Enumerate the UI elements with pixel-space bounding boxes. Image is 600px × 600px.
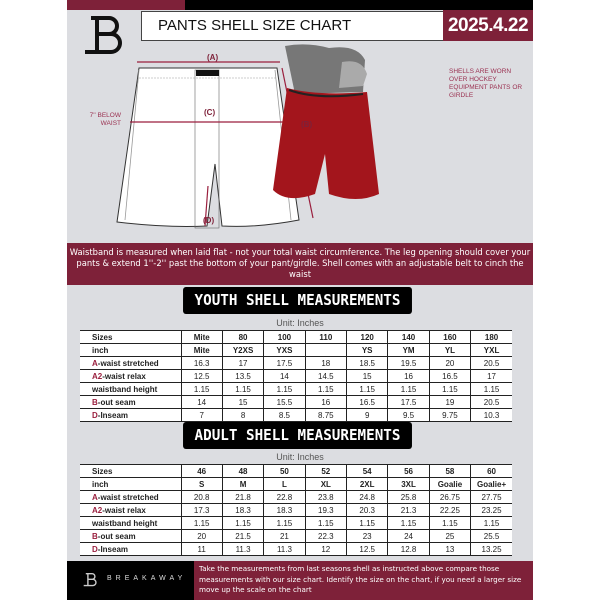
table-cell: 15 [222, 396, 263, 409]
measure-name: -out seam [97, 397, 136, 407]
table-cell: 16.5 [429, 370, 470, 383]
youth-size-table [80, 330, 512, 422]
table-cell: 1.15 [222, 517, 263, 530]
top-bar-accent [67, 0, 185, 10]
table-cell: 20 [181, 530, 222, 543]
table-cell: 21 [264, 530, 305, 543]
measure-name: -waist relax [102, 371, 146, 381]
table-cell: 52 [305, 465, 346, 478]
row-label [80, 517, 181, 530]
table-cell: 19.3 [305, 504, 346, 517]
adult-section-title: ADULT SHELL MEASUREMENTS [183, 422, 412, 449]
table-cell: 20.5 [471, 357, 512, 370]
table-cell: S [181, 478, 222, 491]
table-cell: 21.3 [388, 504, 429, 517]
row-label [80, 396, 181, 409]
table-cell: 22.3 [305, 530, 346, 543]
table-cell: 25 [429, 530, 470, 543]
below-waist-note: 7'' BELOW WAIST [89, 112, 121, 127]
table-cell: 19.5 [388, 357, 429, 370]
table-cell: 21.5 [222, 530, 263, 543]
table-cell: 21.8 [222, 491, 263, 504]
label-c: (C) [204, 108, 216, 117]
top-bar [185, 0, 533, 10]
table-cell: 1.15 [264, 383, 305, 396]
table-row [80, 504, 512, 517]
table-cell: 12 [305, 543, 346, 556]
table-cell: 180 [471, 331, 512, 344]
measure-name: inch [92, 345, 109, 355]
table-cell: 15.5 [264, 396, 305, 409]
table-cell: 20.3 [347, 504, 388, 517]
table-cell: 25.8 [388, 491, 429, 504]
size-chart-page [67, 0, 533, 600]
table-row [80, 357, 512, 370]
table-cell: 11.3 [264, 543, 305, 556]
adult-unit: Unit: Inches [276, 452, 324, 462]
table-cell: 8.5 [264, 409, 305, 422]
table-cell: 23.8 [305, 491, 346, 504]
measure-code: A [92, 358, 98, 368]
table-cell: 160 [429, 331, 470, 344]
table-cell: 1.15 [388, 517, 429, 530]
measure-name: -waist stretched [97, 492, 159, 502]
table-cell: Goalie [429, 478, 470, 491]
date-badge: 2025.4.22 [443, 10, 533, 41]
table-cell: 1.15 [264, 517, 305, 530]
table-cell: 22.25 [429, 504, 470, 517]
table-cell: 120 [347, 331, 388, 344]
table-cell: YS [347, 344, 388, 357]
measure-code: B [92, 397, 98, 407]
table-cell: 3XL [388, 478, 429, 491]
table-cell: 1.15 [222, 383, 263, 396]
table-cell: 140 [388, 331, 429, 344]
table-cell: 18 [305, 357, 346, 370]
youth-section-title: YOUTH SHELL MEASUREMENTS [183, 287, 412, 314]
row-label [80, 465, 181, 478]
table-cell: 8.75 [305, 409, 346, 422]
measure-code: D [92, 410, 98, 420]
table-cell: 12.8 [388, 543, 429, 556]
table-cell: 17 [222, 357, 263, 370]
table-cell: L [264, 478, 305, 491]
measure-name: inch [92, 479, 109, 489]
adult-size-table [80, 464, 512, 556]
youth-unit: Unit: Inches [276, 318, 324, 328]
table-cell: 23 [347, 530, 388, 543]
table-cell: 20 [429, 357, 470, 370]
table-cell: 1.15 [305, 517, 346, 530]
table-cell: 11.3 [222, 543, 263, 556]
row-label [80, 383, 181, 396]
table-cell: 15 [347, 370, 388, 383]
row-label [80, 478, 181, 491]
table-row [80, 396, 512, 409]
footer-logo [83, 570, 97, 590]
table-cell: 14.5 [305, 370, 346, 383]
table-cell: 110 [305, 331, 346, 344]
row-label [80, 491, 181, 504]
table-cell: 17.5 [264, 357, 305, 370]
table-cell: 18.3 [222, 504, 263, 517]
table-cell: 16 [388, 370, 429, 383]
table-cell: 11 [181, 543, 222, 556]
table-cell: 12.5 [347, 543, 388, 556]
measure-code: D [92, 544, 98, 554]
measure-name: Sizes [92, 466, 113, 476]
row-label [80, 370, 181, 383]
table-cell: YXL [471, 344, 512, 357]
table-cell: 17 [471, 370, 512, 383]
table-cell: 80 [222, 331, 263, 344]
waistband-info: Waistband is measured when laid flat - not your total waist circumference. The leg opening should cover your pants & extend 1''-2'' past the bottom of your pant/girdle. Shell comes with an adjustable belt to cinch the waist [67, 243, 533, 285]
table-cell: 1.15 [429, 383, 470, 396]
table-cell: 46 [181, 465, 222, 478]
table-row [80, 543, 512, 556]
table-row [80, 409, 512, 422]
table-cell: 13 [429, 543, 470, 556]
row-label [80, 331, 181, 344]
table-cell: Mite [181, 344, 222, 357]
table-row [80, 491, 512, 504]
table-cell: M [222, 478, 263, 491]
table-cell: 2XL [347, 478, 388, 491]
table-row [80, 530, 512, 543]
table-cell: YXS [264, 344, 305, 357]
row-label [80, 357, 181, 370]
table-row [80, 478, 512, 491]
table-row [80, 370, 512, 383]
row-label [80, 344, 181, 357]
table-cell: 1.15 [429, 517, 470, 530]
row-label [80, 543, 181, 556]
measure-code: B [92, 531, 98, 541]
table-cell: 14 [264, 370, 305, 383]
table-cell: Y2XS [222, 344, 263, 357]
measure-code: A2 [92, 371, 103, 381]
measure-name: waistband height [92, 518, 158, 528]
table-cell: 1.15 [471, 383, 512, 396]
table-cell: 10.3 [471, 409, 512, 422]
table-cell: 1.15 [181, 383, 222, 396]
table-cell: 25.5 [471, 530, 512, 543]
measure-name: Sizes [92, 332, 113, 342]
table-cell: 24.8 [347, 491, 388, 504]
table-cell: 26.75 [429, 491, 470, 504]
table-cell: 9.5 [388, 409, 429, 422]
measure-code: A [92, 492, 98, 502]
table-cell: 58 [429, 465, 470, 478]
label-a: (A) [207, 53, 219, 62]
measure-name: -waist relax [102, 505, 146, 515]
table-cell: 12.5 [181, 370, 222, 383]
table-cell: 20.8 [181, 491, 222, 504]
table-cell: 1.15 [471, 517, 512, 530]
table-cell: 1.15 [305, 383, 346, 396]
table-cell: 20.5 [471, 396, 512, 409]
measure-name: waistband height [92, 384, 158, 394]
footer-brand: BREAKAWAY [107, 575, 187, 582]
table-cell: Goalie+ [471, 478, 512, 491]
table-cell: 24 [388, 530, 429, 543]
table-cell: 17.5 [388, 396, 429, 409]
footer-instructions: Take the measurements from last seasons shell as instructed above compare those measurements with our size chart. Identify the size on the chart, if you need a larger size move up the scale on the chart [194, 561, 533, 600]
table-cell: 22.8 [264, 491, 305, 504]
table-cell: 14 [181, 396, 222, 409]
table-cell: 19 [429, 396, 470, 409]
table-cell: Mite [181, 331, 222, 344]
table-cell: 50 [264, 465, 305, 478]
table-cell: 23.25 [471, 504, 512, 517]
shell-note: SHELLS ARE WORN OVER HOCKEY EQUIPMENT PANTS OR GIRDLE [449, 68, 523, 99]
table-cell: 9 [347, 409, 388, 422]
table-cell: 16 [305, 396, 346, 409]
measure-name: -out seam [97, 531, 136, 541]
table-cell: 13.25 [471, 543, 512, 556]
table-cell: 60 [471, 465, 512, 478]
table-cell: 27.75 [471, 491, 512, 504]
table-cell: 17.3 [181, 504, 222, 517]
table-cell: XL [305, 478, 346, 491]
table-cell: YM [388, 344, 429, 357]
measure-name: -waist stretched [97, 358, 159, 368]
page-title: PANTS SHELL SIZE CHART [141, 11, 443, 41]
row-label [80, 409, 181, 422]
table-cell: 7 [181, 409, 222, 422]
table-row [80, 517, 512, 530]
table-cell [305, 344, 346, 357]
measure-code: A2 [92, 505, 103, 515]
table-cell: 56 [388, 465, 429, 478]
row-label [80, 504, 181, 517]
table-cell: 1.15 [388, 383, 429, 396]
label-d: (D) [203, 216, 215, 225]
table-row [80, 331, 512, 344]
table-cell: 48 [222, 465, 263, 478]
measure-name: -Inseam [97, 410, 129, 420]
table-cell: 8 [222, 409, 263, 422]
table-cell: 16.5 [347, 396, 388, 409]
table-cell: 9.75 [429, 409, 470, 422]
measure-name: -Inseam [97, 544, 129, 554]
table-cell: 1.15 [347, 517, 388, 530]
table-cell: 13.5 [222, 370, 263, 383]
label-b: (B) [301, 120, 313, 129]
table-row [80, 465, 512, 478]
table-cell: 18.3 [264, 504, 305, 517]
table-cell: YL [429, 344, 470, 357]
row-label [80, 530, 181, 543]
table-cell: 16.3 [181, 357, 222, 370]
table-row [80, 344, 512, 357]
table-cell: 18.5 [347, 357, 388, 370]
table-cell: 1.15 [181, 517, 222, 530]
table-cell: 54 [347, 465, 388, 478]
table-cell: 100 [264, 331, 305, 344]
table-cell: 1.15 [347, 383, 388, 396]
table-row [80, 383, 512, 396]
